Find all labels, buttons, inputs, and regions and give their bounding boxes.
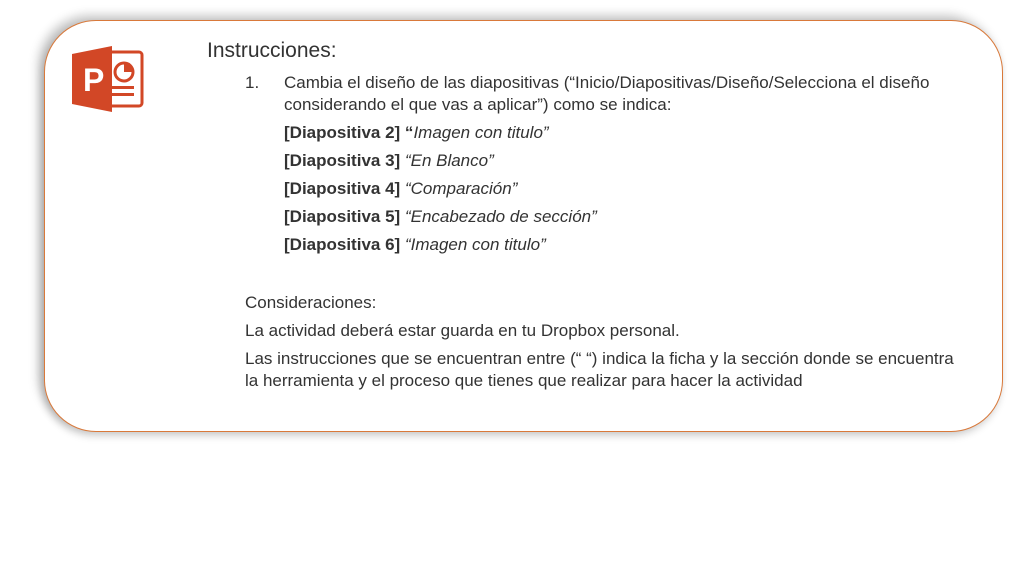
instruction-list bbox=[245, 72, 955, 262]
slide-layout-line bbox=[284, 122, 955, 144]
instruction-number: 1. bbox=[245, 73, 260, 92]
slide-layout-line bbox=[284, 178, 955, 200]
slide-layout-label: [Diapositiva 5] bbox=[284, 207, 401, 226]
slide-layout-line bbox=[284, 150, 955, 172]
slide-layout-line bbox=[284, 206, 955, 228]
slide-layout-label: [Diapositiva 6] bbox=[284, 235, 401, 254]
powerpoint-logo-letter: P bbox=[83, 62, 105, 98]
considerations-section bbox=[245, 292, 960, 392]
slide-layout-list bbox=[284, 122, 955, 256]
instructions-heading: Instrucciones: bbox=[207, 39, 337, 62]
slide-layout-value: “En Blanco” bbox=[404, 151, 494, 170]
considerations-title: Consideraciones: bbox=[245, 293, 377, 312]
slide-layout-value: “Imagen con titulo” bbox=[404, 235, 546, 254]
slide-layout-value: “Encabezado de sección” bbox=[404, 207, 597, 226]
slide-layout-line bbox=[284, 234, 955, 256]
consideration-quotes: Las instrucciones que se encuentran entre (“ “) indica la ficha y la sección donde se encuentra la herramienta y el proceso que tienes que realizar para hacer la actividad bbox=[245, 349, 954, 390]
instruction-text: Cambia el diseño de las diapositivas (“Inicio/Diapositivas/Diseño/Selecciona el diseño considerando el que vas a aplicar”) como se indica: bbox=[284, 73, 930, 114]
consideration-dropbox: La actividad deberá estar guarda en tu Dropbox personal. bbox=[245, 321, 680, 340]
instruction-item bbox=[245, 72, 955, 116]
slide-layout-value: “Comparación” bbox=[404, 179, 518, 198]
slide-layout-label: [Diapositiva 3] bbox=[284, 151, 401, 170]
slide-layout-label: [Diapositiva 2] bbox=[284, 123, 401, 142]
powerpoint-icon bbox=[72, 46, 144, 112]
slide-layout-value: Imagen con titulo” bbox=[413, 123, 549, 142]
slide-layout-quote: “ bbox=[400, 123, 414, 142]
slide-layout-label: [Diapositiva 4] bbox=[284, 179, 401, 198]
